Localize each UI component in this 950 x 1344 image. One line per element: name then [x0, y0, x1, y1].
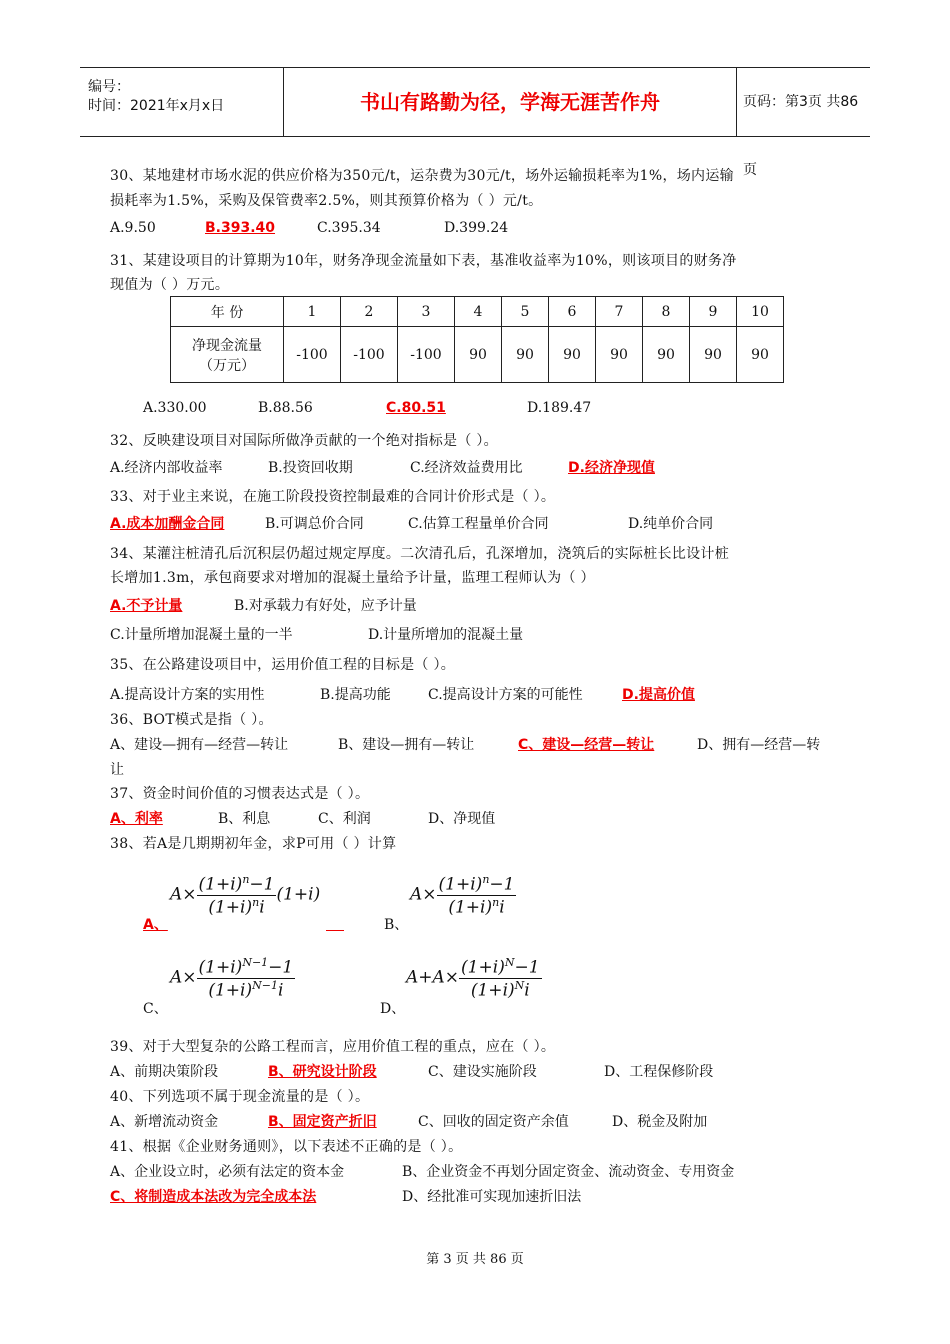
q33-option-b: B.可调总价合同 — [265, 516, 364, 532]
q41-option-b: B、企业资金不再划分固定资金、流动资金、专用资金 — [402, 1164, 735, 1180]
q38-formula-a: A× $\frac{(1+i)^n-1}{(1+i)^ni}$ (1+i) — [170, 873, 321, 918]
year-cell: 9 — [690, 297, 737, 327]
flow-cell: 90 — [549, 327, 596, 383]
q31-option-c-answer: C.80.51 — [386, 400, 446, 416]
page-footer: 第 3 页 共 86 页 — [426, 1252, 524, 1267]
header-motto: 书山有路勤为径，学海无涯苦作舟 — [284, 68, 737, 136]
q35-option-a: A.提高设计方案的实用性 — [110, 687, 265, 703]
year-cell: 3 — [398, 297, 455, 327]
q36-text: 36、BOT模式是指（ ）。 — [110, 712, 273, 728]
q36-option-b: B、建设—拥有—转让 — [338, 737, 475, 753]
year-cell: 2 — [341, 297, 398, 327]
q39-option-c: C、建设实施阶段 — [428, 1064, 537, 1080]
q35-option-c: C.提高设计方案的可能性 — [428, 687, 583, 703]
q35-option-d-answer: D.提高价值 — [622, 687, 695, 703]
q41-option-a: A、企业设立时，必须有法定的资本金 — [110, 1164, 345, 1180]
flow-cell: -100 — [341, 327, 398, 383]
flow-cell: 90 — [690, 327, 737, 383]
flow-cell: 90 — [737, 327, 784, 383]
q36-option-d-wrap: 让 — [110, 762, 124, 778]
q38-formula-c: A× $\frac{(1+i)^{N-1}-1}{(1+i)^{N-1}i}$ — [170, 956, 294, 1001]
q39-option-a: A、前期决策阶段 — [110, 1064, 219, 1080]
flow-cell: 90 — [502, 327, 549, 383]
q41-text: 41、根据《企业财务通则》，以下表述不正确的是（ ）。 — [110, 1139, 463, 1155]
q30-text-2: 损耗率为1.5%，采购及保管费率2.5%，则其预算价格为（ ）元/t。 — [110, 193, 543, 209]
q34-option-d: D.计量所增加的混凝土量 — [368, 627, 524, 643]
q35-option-b: B.提高功能 — [320, 687, 391, 703]
q32-text: 32、反映建设项目对国际所做净贡献的一个绝对指标是（ ）。 — [110, 433, 498, 449]
header-page-label: 页码：第3页 共86页 — [743, 94, 859, 178]
q35-text: 35、在公路建设项目中，运用价值工程的目标是（ ）。 — [110, 657, 456, 673]
q39-option-b-answer: B、研究设计阶段 — [268, 1064, 377, 1080]
q40-option-d: D、税金及附加 — [612, 1114, 708, 1130]
q34-option-a-answer: A.不予计量 — [110, 598, 183, 614]
q41-option-d: D、经批准可实现加速折旧法 — [402, 1189, 582, 1205]
q31-text-2: 现值为（ ）万元。 — [110, 277, 230, 293]
q38-option-d: D、 — [380, 1001, 406, 1017]
year-cell: 8 — [643, 297, 690, 327]
header-meta — [80, 68, 284, 136]
code-label: 编号： — [88, 79, 130, 95]
q39-option-d: D、工程保修阶段 — [604, 1064, 714, 1080]
q40-option-c: C、回收的固定资产余值 — [418, 1114, 569, 1130]
q36-option-d: D、拥有—经营—转 — [697, 737, 821, 753]
q32-option-a: A.经济内部收益率 — [110, 460, 223, 476]
q38-formula-b: A× $\frac{(1+i)^n-1}{(1+i)^ni}$ — [410, 873, 515, 918]
q37-option-c: C、利润 — [318, 811, 371, 827]
flow-header — [171, 327, 284, 383]
q36-option-c-answer: C、建设—经营—转让 — [518, 737, 655, 753]
cashflow-table — [170, 296, 784, 383]
q37-option-a-answer: A、利率 — [110, 811, 163, 827]
q38-option-b: B、 — [384, 917, 409, 933]
flow-header-line1: 净现金流量 — [192, 337, 262, 354]
q32-option-d-answer: D.经济净现值 — [568, 460, 655, 476]
q40-option-a: A、新增流动资金 — [110, 1114, 219, 1130]
q34-option-c: C.计量所增加混凝土量的一半 — [110, 627, 293, 643]
flow-cell: -100 — [284, 327, 341, 383]
year-cell: 10 — [737, 297, 784, 327]
year-cell: 6 — [549, 297, 596, 327]
year-header: 年 份 — [171, 297, 284, 327]
year-cell: 1 — [284, 297, 341, 327]
q40-option-b-answer: B、固定资产折旧 — [268, 1114, 377, 1130]
q30-option-a: A.9.50 — [110, 220, 156, 236]
flow-cell: 90 — [643, 327, 690, 383]
q37-option-d: D、净现值 — [428, 811, 496, 827]
flow-header-line2: （万元） — [199, 357, 255, 374]
cashflow-value-row — [171, 327, 784, 383]
q31-option-d: D.189.47 — [527, 400, 592, 416]
year-cell: 5 — [502, 297, 549, 327]
q36-option-a: A、建设—拥有—经营—转让 — [110, 737, 289, 753]
q34-text-1: 34、某灌注桩清孔后沉积层仍超过规定厚度。二次清孔后，孔深增加，浇筑后的实际桩长比设计桩 — [110, 546, 730, 562]
flow-cell: 90 — [455, 327, 502, 383]
q38-option-c: C、 — [143, 1001, 168, 1017]
q39-text: 39、对于大型复杂的公路工程而言，应用价值工程的重点，应在（ ）。 — [110, 1039, 556, 1055]
cashflow-year-row — [171, 297, 784, 327]
year-cell: 7 — [596, 297, 643, 327]
q34-option-b: B.对承载力有好处，应予计量 — [234, 598, 417, 614]
q37-option-b: B、利息 — [218, 811, 271, 827]
q30-option-d: D.399.24 — [444, 220, 509, 236]
q38-text: 38、若A是几期期初年金，求P可用（ ）计算 — [110, 836, 397, 852]
q30-text-1: 30、某地建材市场水泥的供应价格为350元/t，运杂费为30元/t，场外运输损耗率为1%，场内运输 — [110, 168, 734, 184]
q33-option-d: D.纯单价合同 — [628, 516, 714, 532]
q37-text: 37、资金时间价值的习惯表达式是（ ）。 — [110, 786, 370, 802]
time-label: 时间：2021年x月x日 — [88, 98, 225, 114]
q32-option-c: C.经济效益费用比 — [410, 460, 523, 476]
q33-option-a-answer: A.成本加酬金合同 — [110, 516, 225, 532]
q33-text: 33、对于业主来说，在施工阶段投资控制最难的合同计价形式是（ ）。 — [110, 489, 556, 505]
q30-option-c: C.395.34 — [317, 220, 381, 236]
flow-cell: -100 — [398, 327, 455, 383]
q38-option-a-answer: A、 — [143, 917, 168, 933]
q31-text-1: 31、某建设项目的计算期为10年，财务净现金流量如下表，基准收益率为10%，则该项目的财务净 — [110, 253, 737, 269]
q34-text-2: 长增加1.3m，承包商要求对增加的混凝土量给予计量，监理工程师认为（ ） — [110, 570, 595, 586]
year-cell: 4 — [455, 297, 502, 327]
q38-formula-d: A+A× $\frac{(1+i)^N-1}{(1+i)^Ni}$ — [406, 956, 540, 1001]
q32-option-b: B.投资回收期 — [268, 460, 353, 476]
flow-cell: 90 — [596, 327, 643, 383]
q33-option-c: C.估算工程量单价合同 — [408, 516, 549, 532]
q31-option-a: A.330.00 — [143, 400, 207, 416]
q31-option-b: B.88.56 — [258, 400, 313, 416]
q30-option-b-answer: B.393.40 — [205, 220, 276, 236]
q41-option-c-answer: C、将制造成本法改为完全成本法 — [110, 1189, 317, 1205]
q40-text: 40、下列选项不属于现金流量的是（ ）。 — [110, 1089, 370, 1105]
answer-underline — [326, 930, 344, 931]
